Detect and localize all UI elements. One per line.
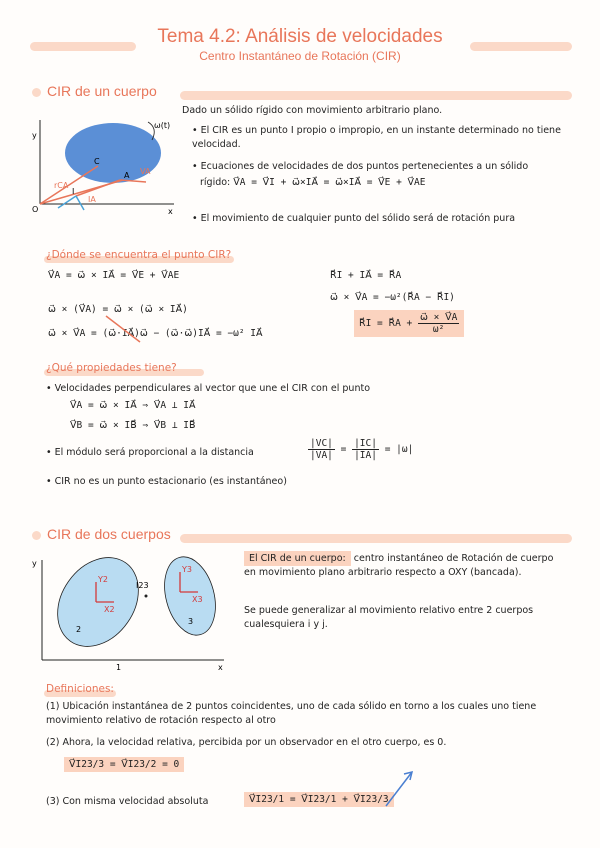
prop-2-eq: $\frac{|VC|}{|VA|}$ = $\frac{|IC|}{|IA|}$ = |ω|	[310, 438, 414, 461]
fig2-y-label: y	[32, 559, 37, 568]
fig2-body-3: 3	[188, 617, 194, 626]
fig1-ia-label: IA	[88, 195, 96, 204]
two-bodies-figure	[28, 552, 228, 674]
fig2-y2-label: Y2	[98, 575, 108, 584]
where-eq-2: ω⃗ × (V⃗A) = ω⃗ × (ω⃗ × IA⃗)	[48, 304, 188, 315]
cancel-strike	[100, 312, 150, 346]
bullet-dot-icon	[32, 88, 41, 97]
where-eq-3: ω⃗ × V⃗A = (ω⃗·IA⃗)ω⃗ − (ω⃗·ω⃗)IA⃗ = −ω² IA⃗	[48, 328, 263, 339]
definition-2: (2) Ahora, la velocidad relativa, percibida por un observador en el otro cuerpo, es 0.	[46, 737, 447, 748]
question-where: ¿Dónde se encuentra el punto CIR?	[46, 249, 232, 261]
fig1-rc-label: rCA	[54, 181, 69, 190]
where-r-2: ω⃗ × V⃗A = −ω²(R⃗A − R⃗I)	[330, 292, 455, 303]
definitions-heading: Definiciones:	[46, 683, 114, 695]
prop-1a: V⃗A = ω⃗ × IA⃗ ⇒ V⃗A ⊥ IA⃗	[70, 400, 196, 411]
section-heading-two-bodies: CIR de dos cuerpos	[32, 526, 171, 542]
velocity-arrow-icon	[380, 766, 420, 810]
fig1-origin-label: O	[32, 205, 39, 214]
sec2-def-2: Se puede generalizar al movimiento relativo entre 2 cuerpos cualesquiera i y j.	[244, 605, 534, 630]
page-title: Tema 4.2: Análisis de velocidades	[157, 26, 443, 47]
prop-1: • Velocidades perpendiculares al vector que une el CIR con el punto	[46, 383, 371, 394]
bullet-dot-icon	[32, 531, 41, 540]
page-subtitle: Centro Instantáneo de Rotación (CIR)	[199, 49, 401, 63]
fig1-point-a: A	[124, 171, 130, 180]
definition-3-eq: V⃗I23/1 = V⃗I23/1 + V⃗I23/3	[244, 792, 394, 807]
sec2-def-1: El CIR de un cuerpo: centro instantáneo de Rotación de cuerpo en movimiento plano arbitrario respecto a OXY (bancada).	[244, 553, 554, 578]
fig1-omega-label: ω(t)	[154, 121, 171, 130]
fig2-x-label: x	[218, 663, 223, 672]
fig2-body-2: 2	[76, 625, 82, 634]
sec1-bullet-2: • Ecuaciones de velocidades de dos puntos pertenecientes a un sólido	[192, 161, 529, 172]
definition-3: (3) Con misma velocidad absoluta	[46, 796, 209, 807]
sec1-intro: Dado un sólido rígido con movimiento arbitrario plano.	[182, 105, 443, 116]
where-eq-1: V⃗A = ω⃗ × IA⃗ = V⃗E + V⃗AE	[48, 270, 180, 281]
sec1-bullet-3: • El movimiento de cualquier punto del sólido será de rotación pura	[192, 213, 516, 224]
fig1-y-label: y	[32, 131, 37, 140]
fig2-body-1: 1	[116, 663, 122, 672]
fig1-point-c: C	[94, 157, 100, 166]
section-heading-one-body: CIR de un cuerpo	[32, 83, 157, 99]
prop-2: • El módulo será proporcional a la distancia	[46, 447, 254, 458]
fig2-x2-label: X2	[104, 605, 115, 614]
fig2-x3-label: X3	[192, 595, 203, 604]
fig1-x-label: x	[168, 207, 173, 216]
question-properties: ¿Qué propiedades tiene?	[46, 362, 177, 374]
rigid-body-figure	[28, 108, 178, 218]
prop-1b: V⃗B = ω⃗ × IB⃗ ⇒ V⃗B ⊥ IB⃗	[70, 420, 196, 431]
where-r-1: R⃗I + IA⃗ = R⃗A	[330, 270, 402, 281]
prop-3: • CIR no es un punto estacionario (es instantáneo)	[46, 476, 287, 487]
fig2-y3-label: Y3	[182, 565, 192, 574]
where-result-box: R⃗I = R⃗A + $\frac{\omega⃗ \times V⃗A}{\text{ω²}}$	[354, 310, 464, 337]
definition-1: (1) Ubicación instantánea de 2 puntos coincidentes, uno de cada sólido en torno a los cuales uno tiene movimiento relativo de rotación respecto al otro	[46, 701, 537, 726]
fig1-point-i: I	[72, 187, 75, 196]
fig1-va-label: VA	[140, 167, 151, 176]
definition-2-eq: V⃗I23/3 = V⃗I23/2 = 0	[64, 757, 184, 772]
sec1-bullet-1: • El CIR es un punto I propio o impropio, en un instante determinado no tiene velocidad.	[192, 125, 561, 150]
sec1-bullet-2-eq: rígido: V⃗A = V⃗I + ω⃗×IA⃗ = ω⃗×IA⃗ = V⃗E + V⃗AE	[200, 177, 426, 188]
fig2-cir-label: I23	[136, 581, 149, 590]
